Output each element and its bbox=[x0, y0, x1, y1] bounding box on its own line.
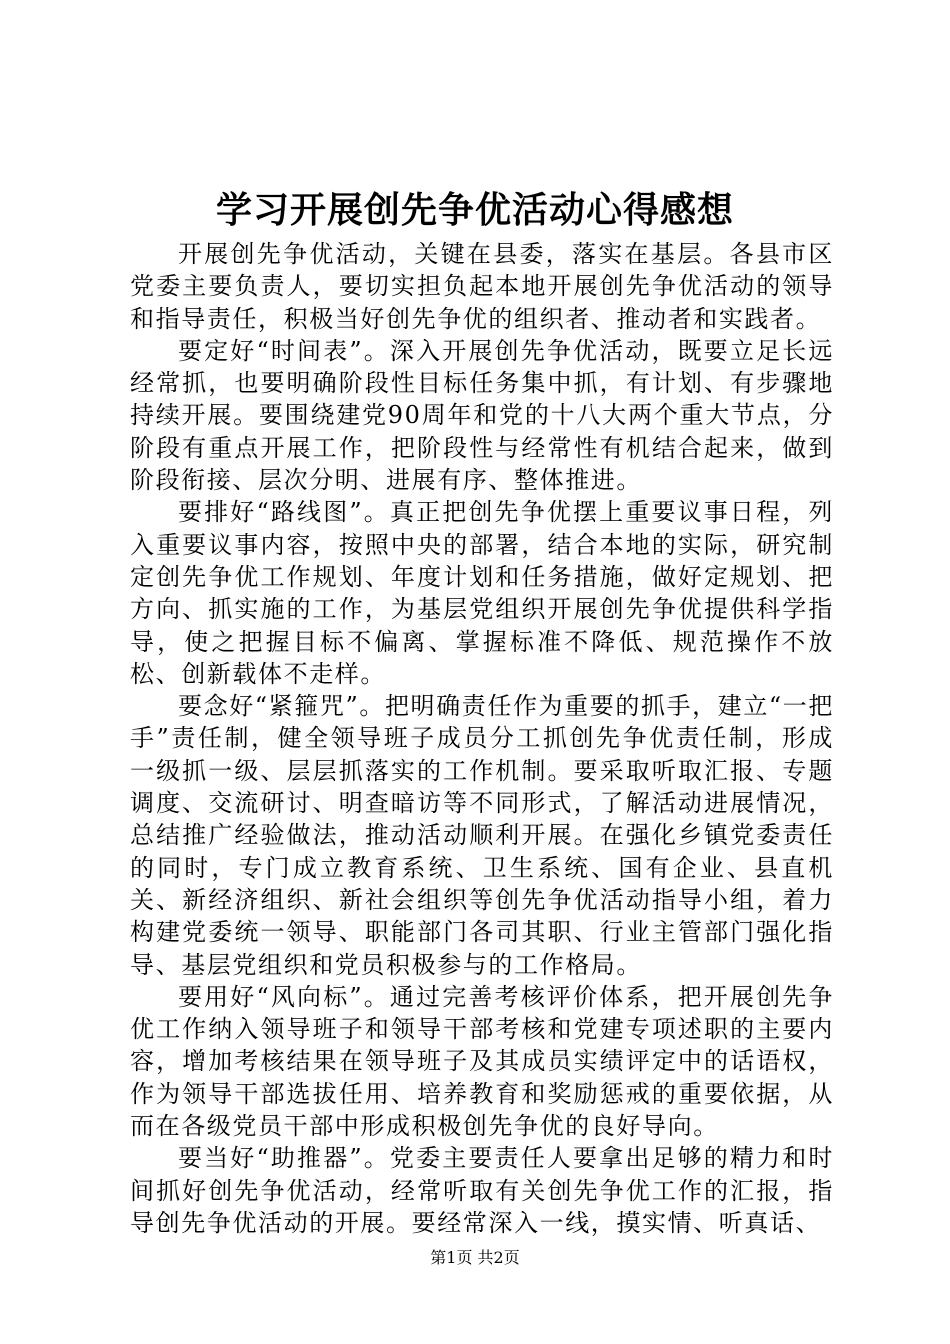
paragraph-evaluation: 要用好“风向标”。通过完善考核评价体系，把开展创先争优工作纳入领导班子和领导干部考核和党建专项述职的主要内容，增加考核结果在领导班子及其成员实绩评定中的话语权，作为领导干部选拔任用、培养教育和奖励惩戒的重要依据，从而在各级党员干部中形成积极创先争优的良好导向。 bbox=[130, 982, 834, 1141]
document-body bbox=[130, 238, 834, 1239]
page-number-footer: 第1页 共2页 bbox=[430, 1248, 520, 1267]
paragraph-roadmap: 要排好“路线图”。真正把创先争优摆上重要议事日程，列入重要议事内容，按照中央的部署，结合本地的实际，研究制定创先争优工作规划、年度计划和任务措施，做好定规划、把方向、抓实施的工作，为基层党组织开展创先争优提供科学指导，使之把握目标不偏离、掌握标准不降低、规范操作不放松、创新载体不走样。 bbox=[130, 498, 834, 688]
paragraph-promotion: 要当好“助推器”。党委主要责任人要拿出足够的精力和时间抓好创先争优活动，经常听取有关创先争优工作的汇报，指导创先争优活动的开展。要经常深入一线，摸实情、听真话、 bbox=[130, 1144, 834, 1237]
paragraph-timetable: 要定好“时间表”。深入开展创先争优活动，既要立足长远经常抓，也要明确阶段性目标任务集中抓，有计划、有步骤地持续开展。要围绕建党90周年和党的十八大两个重大节点，分阶段有重点开展工作，把阶段性与经常性有机结合起来，做到阶段衔接、层次分明、进展有序、整体推进。 bbox=[130, 336, 834, 495]
paragraph-responsibility: 要念好“紧箍咒”。把明确责任作为重要的抓手，建立“一把手”责任制，健全领导班子成员分工抓创先争优责任制，形成一级抓一级、层层抓落实的工作机制。要采取听取汇报、专题调度、交流研讨、明查暗访等不同形式，了解活动进展情况，总结推广经验做法，推动活动顺利开展。在强化乡镇党委责任的同时，专门成立教育系统、卫生系统、国有企业、县直机关、新经济组织、新社会组织等创先争优活动指导小组，着力构建党委统一领导、职能部门各司其职、行业主管部门强化指导、基层党组织和党员积极参与的工作格局。 bbox=[130, 692, 835, 979]
document-title: 学习开展创先争优活动心得感想 bbox=[215, 189, 734, 231]
paragraph-intro: 开展创先争优活动，关键在县委，落实在基层。各县市区党委主要负责人，要切实担负起本地开展创先争优活动的领导和指导责任，积极当好创先争优的组织者、推动者和实践者。 bbox=[130, 240, 834, 333]
